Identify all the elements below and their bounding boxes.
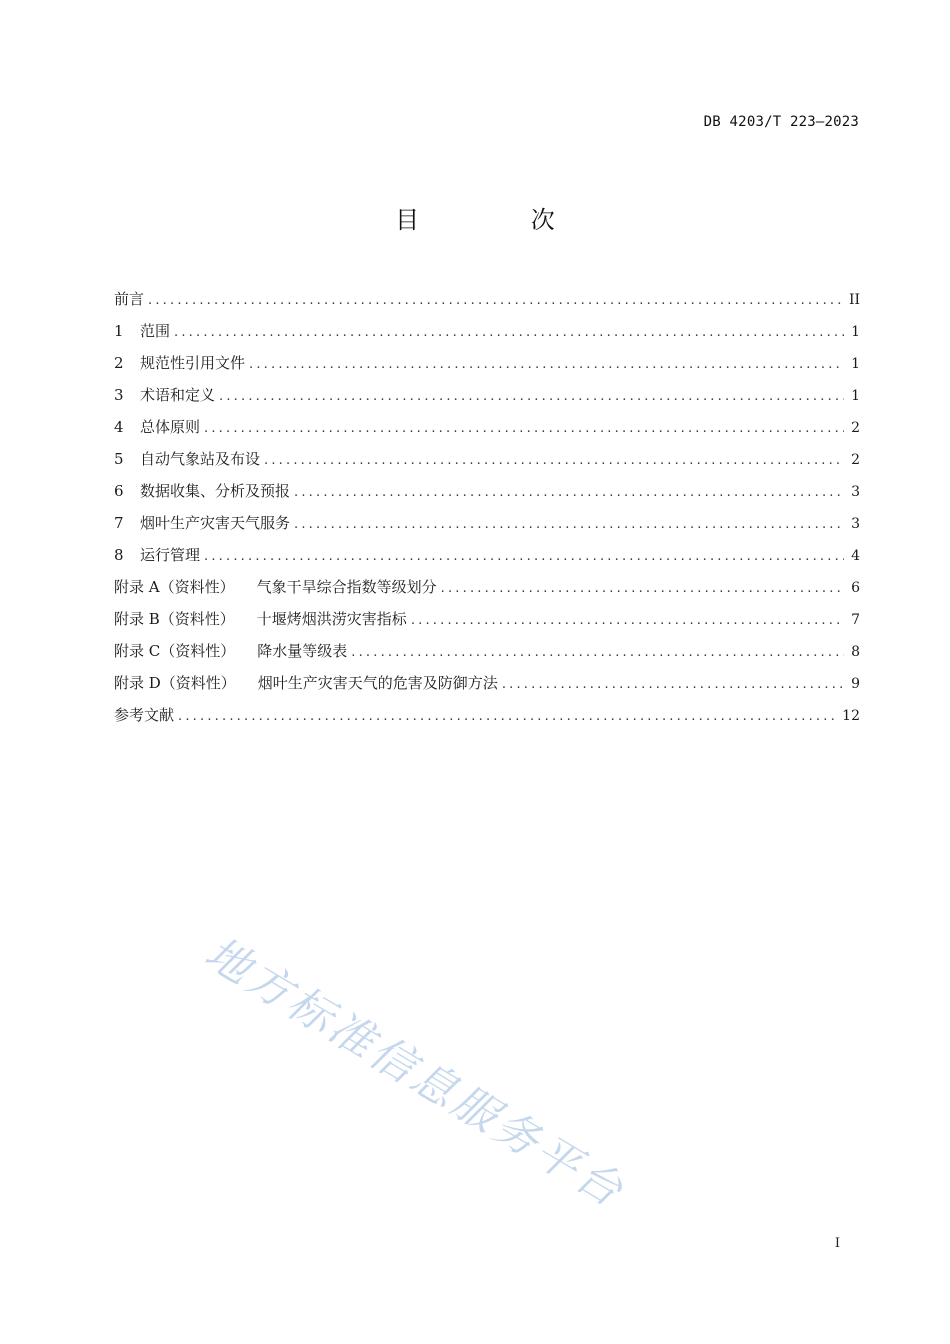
toc-leader-dots	[351, 642, 844, 664]
toc-leader-dots	[294, 514, 844, 536]
toc-entry-page: 3	[851, 516, 860, 532]
toc-entry-page: 12	[842, 708, 860, 724]
toc-entry-foreword[interactable]	[114, 288, 860, 320]
toc-leader-dots	[174, 322, 844, 344]
toc-entry-references[interactable]	[114, 704, 860, 736]
toc-appendix-tag: 附录 D（资料性）	[114, 674, 236, 692]
page-number: I	[834, 1236, 840, 1251]
toc-entry-label: 烟叶生产灾害天气的危害及防御方法	[257, 674, 498, 692]
toc-appendix-tag: 附录 A（资料性）	[114, 578, 235, 596]
toc-entry-label: 总体原则	[140, 418, 201, 436]
toc-entry-appendix-b[interactable]	[114, 608, 860, 640]
toc-leader-dots	[441, 578, 844, 600]
toc-entry-page: 2	[851, 452, 860, 468]
toc-entry-label: 运行管理	[140, 546, 201, 564]
toc-entry-label: 参考文献	[114, 706, 175, 724]
toc-entry-label: 前言	[114, 290, 145, 308]
toc-leader-dots	[411, 610, 844, 632]
toc-leader-dots	[294, 482, 844, 504]
toc-leader-dots	[148, 290, 844, 312]
toc-appendix-tag: 附录 C（资料性）	[114, 642, 236, 660]
toc-leader-dots	[264, 450, 844, 472]
toc-entry-number: 5	[114, 450, 124, 468]
toc-entry-4[interactable]	[114, 416, 860, 448]
toc-leader-dots	[204, 418, 844, 440]
toc-entry-page: 1	[851, 356, 860, 372]
watermark: 地方标准信息服务平台	[196, 927, 634, 1219]
toc-entry-2[interactable]	[114, 352, 860, 384]
toc-entry-5[interactable]	[114, 448, 860, 480]
toc-entry-number: 3	[114, 386, 124, 404]
toc-entry-label: 规范性引用文件	[140, 354, 246, 372]
toc-entry-page: 1	[851, 388, 860, 404]
toc-entry-label: 术语和定义	[140, 386, 216, 404]
toc-entry-label: 降水量等级表	[257, 642, 348, 660]
toc-leader-dots	[178, 706, 838, 728]
toc-entry-label: 十堰烤烟洪涝灾害指标	[256, 610, 407, 628]
toc-leader-dots	[204, 546, 844, 568]
toc-entry-label: 气象干旱综合指数等级划分	[256, 578, 437, 596]
toc-entry-page: 6	[851, 580, 860, 596]
toc-entry-appendix-a[interactable]	[114, 576, 860, 608]
toc-entry-page: 7	[851, 612, 860, 628]
document-code: DB 4203/T 223—2023	[703, 114, 859, 130]
toc-entry-label: 自动气象站及布设	[140, 450, 261, 468]
toc-entry-page: 9	[851, 676, 860, 692]
toc-entry-1[interactable]	[114, 320, 860, 352]
toc-leader-dots	[502, 674, 844, 696]
page-title: 目 次	[395, 206, 607, 234]
toc-entry-page: 1	[851, 324, 860, 340]
toc-entry-number: 2	[114, 354, 124, 372]
toc-appendix-tag: 附录 B（资料性）	[114, 610, 235, 628]
toc-entry-page: 3	[851, 484, 860, 500]
toc-entry-page: 2	[851, 420, 860, 436]
toc-entry-page: 4	[851, 548, 860, 564]
toc-leader-dots	[249, 354, 844, 376]
toc-entry-number: 4	[114, 418, 124, 436]
toc-entry-page: 8	[851, 644, 860, 660]
toc-entry-number: 1	[114, 322, 124, 340]
toc-entry-number: 7	[114, 514, 124, 532]
toc-entry-number: 6	[114, 482, 124, 500]
toc-leader-dots	[219, 386, 844, 408]
toc-entry-8[interactable]	[114, 544, 860, 576]
toc-entry-3[interactable]	[114, 384, 860, 416]
toc-entry-page: II	[848, 292, 860, 308]
toc-entry-number: 8	[114, 546, 124, 564]
toc-entry-label: 范围	[140, 322, 171, 340]
toc-entry-6[interactable]	[114, 480, 860, 512]
toc-entry-label: 烟叶生产灾害天气服务	[140, 514, 291, 532]
toc-entry-appendix-c[interactable]	[114, 640, 860, 672]
table-of-contents	[114, 288, 860, 736]
toc-entry-label: 数据收集、分析及预报	[140, 482, 291, 500]
toc-entry-7[interactable]	[114, 512, 860, 544]
toc-entry-appendix-d[interactable]	[114, 672, 860, 704]
